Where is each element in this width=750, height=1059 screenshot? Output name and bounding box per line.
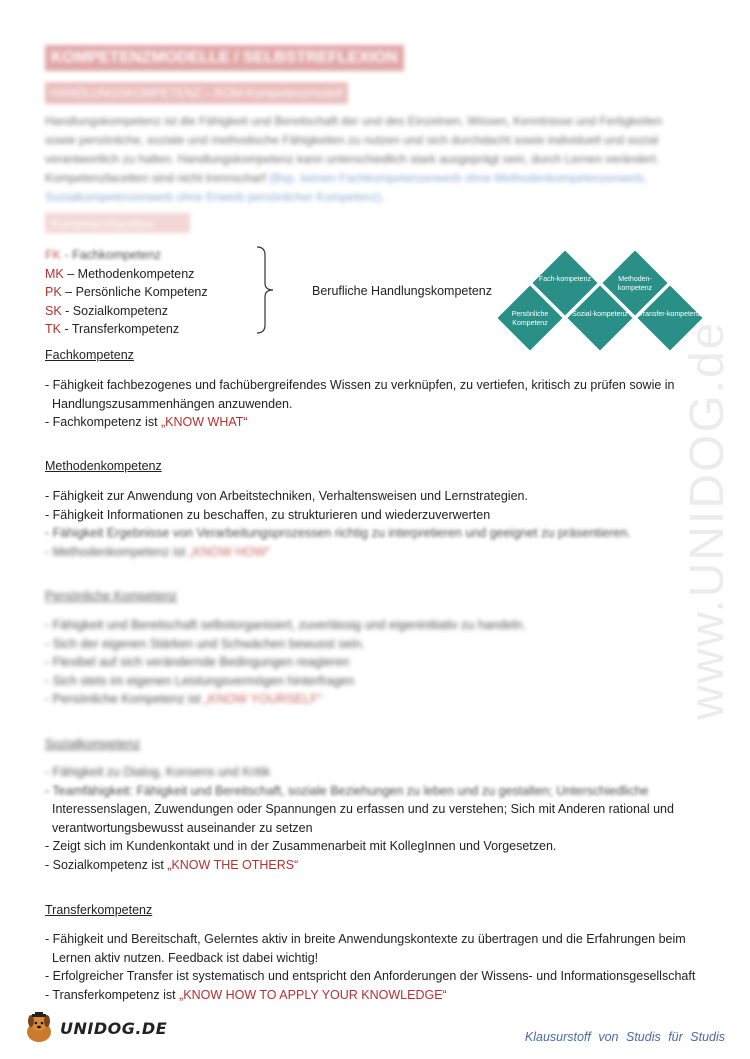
bullet-line xyxy=(45,543,705,562)
footer-slogan: Klausurstoff von Studis für Studis xyxy=(524,1030,725,1044)
section-body-transfer xyxy=(45,930,705,1004)
bullet-line: - Sich stets im eigenen Leistungsvermögen hinterfragen xyxy=(45,673,355,688)
curly-brace xyxy=(255,245,285,335)
abbreviation-key: MK xyxy=(45,266,64,281)
intro-example: (Bsp. keinen Fachkompetenzerwerb ohne Methodenkompetenzerwerb, Sozialkompetenzerwerb ohne Erwerb persönlicher Kompetenz) xyxy=(45,171,647,204)
bullet-text: - Fachkompetenz ist xyxy=(45,415,162,429)
abbreviation-item xyxy=(45,320,208,339)
bullet-text: - Sozialkompetenz ist xyxy=(45,857,168,872)
competence-diagram xyxy=(505,250,715,350)
bullet-line: - Sich der eigenen Stärken und Schwächen bewusst sein. xyxy=(45,636,365,651)
section-heading-persoenlich: Persönliche Kompetenz xyxy=(45,589,178,603)
bullet-line: - Flexibel auf sich verändernde Bedingungen reagieren xyxy=(45,655,350,669)
abbreviation-sep: – xyxy=(63,266,78,281)
intro-paragraph xyxy=(45,112,695,207)
section-body-fach xyxy=(45,376,705,432)
know-label: „KNOW THE OTHERS“ xyxy=(167,857,299,872)
bullet-line xyxy=(45,856,705,875)
section-body-methoden xyxy=(45,487,705,561)
diagram-label-fach: Fach-kompetenz xyxy=(538,276,592,283)
bullet-line: - Fähigkeit zur Anwendung von Arbeitstechniken, Verhaltensweisen und Lernstrategien. xyxy=(45,489,528,503)
page-title: KOMPETENZMODELLE / SELBSTREFLEXION xyxy=(45,45,404,71)
intro-text: Handlungskompetenz ist die Fähigkeit und Bereitschaft der und des Einzelnen, Wissen, Kenntnisse und Fertigkeiten sowie persönliche, soziale und methodische Fähigkeiten zu nutzen und sich durchdacht sowie individuell und sozial verantwortlich zu halten. Handlungskompetenz kann unterschiedlich stark ausgeprägt sein, durch Lernen verändert. Kompetenzfacetten sind nicht trennscharf xyxy=(45,114,663,185)
diagram-label-methoden: Methoden-kompetenz xyxy=(617,276,653,292)
intro-end: . xyxy=(381,190,385,204)
bullet-line: - Fähigkeit zu Dialog, Konsens und Kritik xyxy=(45,765,271,779)
section-heading-transfer: Transferkompetenz xyxy=(45,903,153,917)
abbreviation-list xyxy=(45,246,208,339)
abbreviation-sep: – xyxy=(61,285,76,299)
abbreviation-label: Fachkompetenz xyxy=(72,248,162,262)
abbreviation-key: PK xyxy=(45,285,62,299)
watermark: www.UNIDOG.de xyxy=(681,320,734,720)
bullet-line: - Zeigt sich im Kundenkontakt und in der Zusammenarbeit mit KollegInnen und Vorgesetzen. xyxy=(45,839,557,853)
abbreviation-sep: - xyxy=(61,303,73,318)
bullet-line xyxy=(45,413,705,432)
bullet-line: Lernen aktiv nutzen. Feedback ist dabei wichtig! xyxy=(52,950,319,965)
bullet-text: - Transferkompetenz ist xyxy=(45,987,180,1002)
abbreviation-key: FK xyxy=(45,248,61,262)
bullet-line xyxy=(45,986,705,1005)
bullet-line: - Fähigkeit fachbezogenes und fachübergreifendes Wissen zu verknüpfen, zu vertiefen, kritisch zu prüfen sowie in xyxy=(45,378,675,392)
bullet-line: verantwortungsbewusst auseinander zu setzen xyxy=(52,820,313,835)
bullet-line: Interessenslagen, Zuwendungen oder Spannungen zu erfassen und zu verstehen; Sich mit Anderen rational und xyxy=(52,802,674,816)
bullet-line: - Erfolgreicher Transfer ist systematisch und entspricht den Anforderungen der Wissens- und Informationsgesellschaft xyxy=(45,969,696,983)
section-body-persoenlich xyxy=(45,616,705,709)
diagram-label-sozial: Sozial-kompetenz xyxy=(572,311,628,318)
overview-label: Kompetenzfacetten xyxy=(45,213,190,233)
section-heading-methoden: Methodenkompetenz xyxy=(45,459,162,473)
section-heading-sozial: Sozialkompetenz xyxy=(45,737,141,751)
abbreviation-key: SK xyxy=(45,303,62,318)
dog-icon xyxy=(22,1012,56,1044)
know-label: „KNOW WHAT“ xyxy=(161,415,248,429)
abbreviation-sep: - xyxy=(60,248,73,262)
abbreviation-sep: - xyxy=(60,322,72,336)
abbreviation-label: Methodenkompetenz xyxy=(77,266,195,281)
abbreviation-label: Persönliche Kompetenz xyxy=(75,285,208,299)
abbreviation-item xyxy=(45,302,208,321)
bullet-line: - Fähigkeit und Bereitschaft, Gelerntes aktiv in breite Anwendungskontexte zu übertragen und die Erfahrungen beim xyxy=(45,932,686,946)
abbreviation-key: TK xyxy=(45,322,61,336)
section-body-sozial xyxy=(45,763,705,874)
know-label: „KNOW HOW TO APPLY YOUR KNOWLEDGE“ xyxy=(179,987,447,1002)
abbreviation-label: Transferkompetenz xyxy=(71,322,180,336)
bullet-line xyxy=(45,690,705,709)
abbreviation-item xyxy=(45,246,208,265)
abbreviation-label: Sozialkompetenz xyxy=(72,303,168,318)
handlung-label: Berufliche Handlungskompetenz xyxy=(312,284,492,298)
page-subtitle: HANDLUNGSKOMPETENZ – ROM-Kompetenzmodell xyxy=(45,82,348,104)
diagram-label-persoenlich: Persönliche Kompetenz xyxy=(511,311,549,327)
know-label: „KNOW YOURSELF“ xyxy=(204,692,322,706)
logo-text: UNIDOG.DE xyxy=(60,1018,168,1038)
bullet-line: - Teamfähigkeit: Fähigkeit und Bereitschaft, soziale Beziehungen zu leben und zu gestalten; Unterschiedliche xyxy=(45,783,649,798)
logo xyxy=(22,1012,167,1044)
abbreviation-item xyxy=(45,283,208,302)
know-label: „KNOW HOW“ xyxy=(188,544,271,559)
diagram-label-transfer: Transfer-kompetenz xyxy=(638,311,702,318)
bullet-line: - Fähigkeit Ergebnisse von Verarbeitungsprozessen richtig zu interpretieren und geeignet zu präsentieren. xyxy=(45,526,631,540)
bullet-line: - Fähigkeit und Bereitschaft selbstorganisiert, zuverlässig und eigeninitiativ zu handeln. xyxy=(45,618,526,632)
bullet-text: - Persönliche Kompetenz ist xyxy=(45,692,205,706)
abbreviation-item xyxy=(45,265,208,284)
bullet-text: - Methodenkompetenz ist xyxy=(45,544,189,559)
section-heading-fach: Fachkompetenz xyxy=(45,348,134,362)
bullet-line: - Fähigkeit Informationen zu beschaffen, zu strukturieren und wiederzuverwerten xyxy=(45,507,491,522)
bullet-line: Handlungszusammenhängen anzuwenden. xyxy=(52,396,293,411)
